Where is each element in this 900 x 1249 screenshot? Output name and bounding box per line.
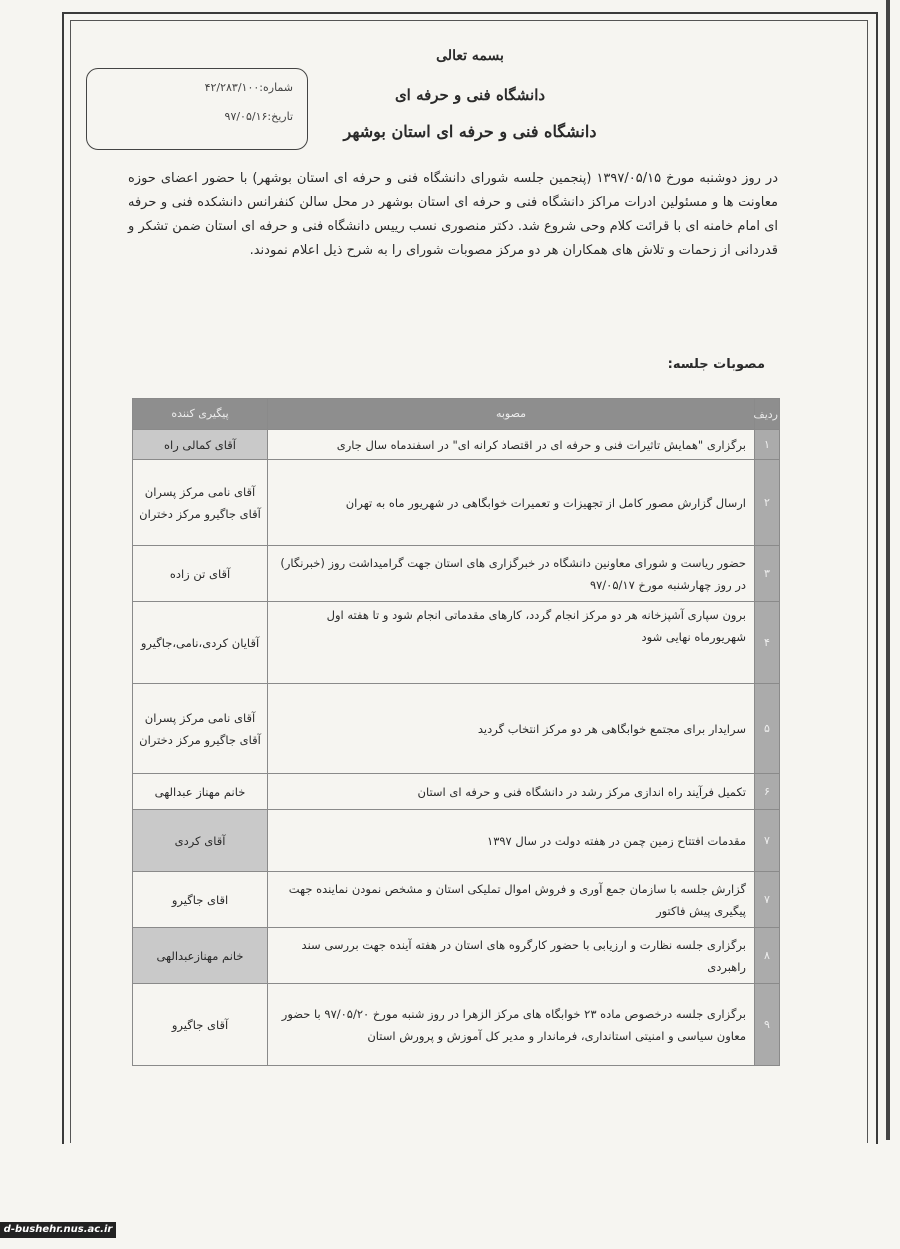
reference-box bbox=[86, 68, 308, 150]
row-num: ۵ bbox=[755, 684, 780, 774]
date-label: تاریخ: bbox=[267, 110, 293, 123]
row-follow: آقای نامی مرکز پسران آقای جاگیرو مرکز دختران bbox=[133, 460, 268, 546]
table-header-row bbox=[133, 399, 780, 430]
table-row bbox=[133, 928, 780, 984]
row-num: ۲ bbox=[755, 460, 780, 546]
row-follow: اقای جاگیرو bbox=[133, 872, 268, 928]
header-follow: پیگیری کننده bbox=[133, 399, 268, 430]
row-num: ۸ bbox=[755, 928, 780, 984]
table-row bbox=[133, 810, 780, 872]
row-num: ۷ bbox=[755, 872, 780, 928]
row-resolution: مقدمات افتتاح زمین چمن در هفته دولت در سال ۱۳۹۷ bbox=[268, 810, 755, 872]
intro-paragraph: در روز دوشنبه مورخ ۱۳۹۷/۰۵/۱۵ (پنجمین جلسه شورای دانشگاه فنی و حرفه ای استان بوشهر) با حضور اعضای حوزه معاونت ها و مسئولین ادرات مراکز دانشگاه فنی و حرفه ای استان بوشهر در محل سالن کنفرانس دانشکده فنی و حرفه ای امام خامنه ای با قرائت کلام وحی شروع شد. دکتر منصوری نسب رییس دانشگاه فنی و حرفه ای استان ضمن تشکر و قدردانی از زحمات و تلاش های همکاران هر دو مرکز مصوبات شورای را به شرح ذیل اعلام نمودند. bbox=[128, 171, 778, 258]
university-name: دانشگاه فنی و حرفه ای bbox=[394, 86, 546, 104]
table-row bbox=[133, 460, 780, 546]
table-row bbox=[133, 546, 780, 602]
row-resolution: حضور ریاست و شورای معاونین دانشگاه در خبرگزاری های استان جهت گرامیداشت روز (خبرنگار) در روز چهارشنبه مورخ ۹۷/۰۵/۱۷ bbox=[268, 546, 755, 602]
resolutions-table bbox=[132, 398, 780, 1066]
row-num: ۷ bbox=[755, 810, 780, 872]
row-num: ۳ bbox=[755, 546, 780, 602]
row-resolution: سرایدار برای مجتمع خوابگاهی هر دو مرکز انتخاب گردید bbox=[268, 684, 755, 774]
table-row bbox=[133, 774, 780, 810]
table-row bbox=[133, 684, 780, 774]
date-value: ۹۷/۰۵/۱۶ bbox=[224, 110, 268, 123]
reference-date bbox=[101, 110, 293, 123]
table-row bbox=[133, 984, 780, 1066]
row-resolution: ارسال گزارش مصور کامل از تجهیزات و تعمیرات خوابگاهی در شهریور ماه به تهران bbox=[268, 460, 755, 546]
row-follow: خانم مهناز عبدالهی bbox=[133, 774, 268, 810]
provincial-university-name: دانشگاه فنی و حرفه ای استان بوشهر bbox=[343, 122, 597, 141]
row-follow: آقای جاگیرو bbox=[133, 984, 268, 1066]
row-follow: آقای کمالی راه bbox=[133, 430, 268, 460]
watermark: d-bushehr.nus.ac.ir bbox=[0, 1222, 116, 1238]
table-row bbox=[133, 602, 780, 684]
row-num: ۹ bbox=[755, 984, 780, 1066]
row-num: ۱ bbox=[755, 430, 780, 460]
row-num: ۴ bbox=[755, 602, 780, 684]
number-value: ۴۲/۲۸۳/۱۰۰ bbox=[204, 81, 260, 94]
row-resolution: برگزاری "همایش تاثیرات فنی و حرفه ای در اقتصاد کرانه ای" در اسفندماه سال جاری bbox=[268, 430, 755, 460]
row-resolution: گزارش جلسه با سازمان جمع آوری و فروش اموال تملیکی استان و مشخص نمودن نماینده جهت پیگیری پیش فاکتور bbox=[268, 872, 755, 928]
row-resolution: برون سپاری آشپزخانه هر دو مرکز انجام گردد، کارهای مقدماتی انجام شود و تا هفته اول شهریورماه نهایی شود bbox=[268, 602, 755, 684]
section-title: مصوبات جلسه: bbox=[667, 357, 765, 372]
table-row bbox=[133, 430, 780, 460]
basmala: بسمه تعالی bbox=[436, 48, 504, 64]
row-follow: آقای کردی bbox=[133, 810, 268, 872]
row-resolution: تکمیل فرآیند راه اندازی مرکز رشد در دانشگاه فنی و حرفه ای استان bbox=[268, 774, 755, 810]
row-resolution: برگزاری جلسه درخصوص ماده ۲۳ خوابگاه های مرکز الزهرا در روز شنبه مورخ ۹۷/۰۵/۲۰ با حضور معاون سیاسی و امنیتی استانداری، فرماندار و مدیر کل آموزش و پرورش استان bbox=[268, 984, 755, 1066]
page-edge bbox=[886, 0, 890, 1140]
number-label: شماره: bbox=[259, 81, 293, 94]
header-resolution: مصوبه bbox=[268, 399, 755, 430]
reference-number bbox=[101, 81, 293, 94]
row-follow: آقای نامی مرکز پسران آقای جاگیرو مرکز دختران bbox=[133, 684, 268, 774]
row-resolution: برگزاری جلسه نظارت و ارزیابی با حضور کارگروه های استان در هفته آینده جهت بررسی سند راهبردی bbox=[268, 928, 755, 984]
row-follow: آقایان کردی،نامی،جاگیرو bbox=[133, 602, 268, 684]
row-follow: خانم مهنازعبدالهی bbox=[133, 928, 268, 984]
table-row bbox=[133, 872, 780, 928]
row-follow: آقای تن زاده bbox=[133, 546, 268, 602]
row-num: ۶ bbox=[755, 774, 780, 810]
header-num: ردیف bbox=[755, 399, 780, 430]
